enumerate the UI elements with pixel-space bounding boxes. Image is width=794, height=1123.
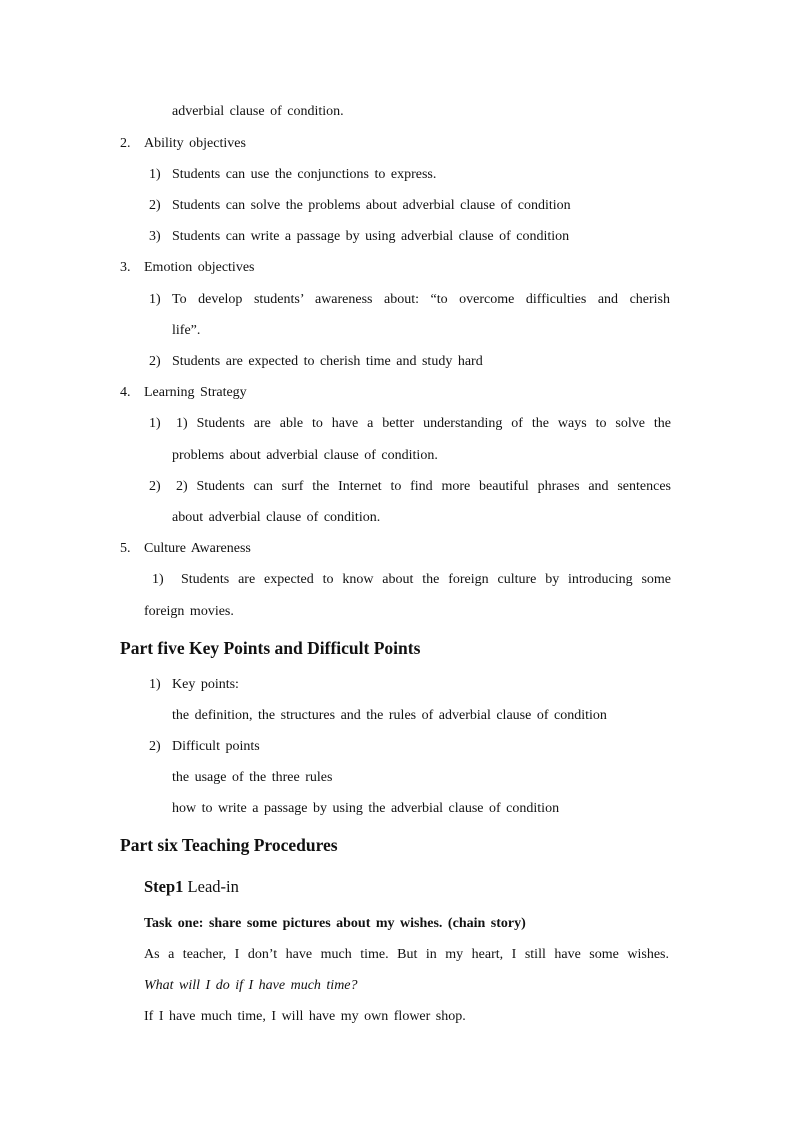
item-number: 1): [149, 677, 161, 692]
question: What will I do if I have much time?: [144, 978, 358, 993]
list-item-line: problems about adverbial clause of condition.: [172, 448, 438, 463]
list-item-line: 2) Students can surf the Internet to find more beautiful phrases and sentences: [176, 479, 671, 494]
section-title: Culture Awareness: [144, 541, 251, 556]
section-number: 3.: [120, 260, 131, 275]
item-number: 1): [149, 416, 161, 431]
list-item: Students can use the conjunctions to express.: [172, 167, 437, 182]
section-title: Learning Strategy: [144, 385, 247, 400]
item-number: 2): [149, 198, 161, 213]
section-title: Emotion objectives: [144, 260, 255, 275]
answer: If I have much time, I will have my own flower shop.: [144, 1009, 466, 1024]
intro-continuation: adverbial clause of condition.: [172, 104, 344, 119]
list-item: Students can solve the problems about adverbial clause of condition: [172, 198, 571, 213]
list-item-line: foreign movies.: [144, 604, 234, 619]
step-title: Lead-in: [187, 877, 239, 896]
difficult-points-detail: the usage of the three rules: [172, 770, 333, 785]
difficult-points-label: Difficult points: [172, 739, 260, 754]
part-five-heading: Part five Key Points and Difficult Points: [120, 638, 421, 658]
key-points-detail: the definition, the structures and the rules of adverbial clause of condition: [172, 708, 607, 723]
list-item: Students are expected to cherish time and study hard: [172, 354, 483, 369]
paragraph: As a teacher, I don’t have much time. But in my heart, I still have some wishes.: [144, 947, 669, 962]
list-item: Students can write a passage by using adverbial clause of condition: [172, 229, 570, 244]
step-heading: [144, 876, 239, 898]
list-item-line: 1) Students are able to have a better understanding of the ways to solve the: [176, 416, 671, 431]
list-item-line: life”.: [172, 323, 201, 338]
item-number: 1): [152, 572, 164, 587]
item-number: 1): [149, 167, 161, 182]
item-number: 2): [149, 479, 161, 494]
item-number: 1): [149, 292, 161, 307]
step-label: Step1: [144, 877, 184, 896]
item-number: 3): [149, 229, 161, 244]
item-number: 2): [149, 354, 161, 369]
list-item-line: To develop students’ awareness about: “to overcome difficulties and cherish: [172, 292, 670, 307]
part-six-heading: Part six Teaching Procedures: [120, 835, 338, 855]
difficult-points-detail: how to write a passage by using the adverbial clause of condition: [172, 801, 560, 816]
list-item-line: Students are expected to know about the foreign culture by introducing some: [181, 572, 671, 587]
section-number: 4.: [120, 385, 131, 400]
section-number: 5.: [120, 541, 131, 556]
key-points-label: Key points:: [172, 677, 239, 692]
item-number: 2): [149, 739, 161, 754]
task-title: Task one: share some pictures about my wishes. (chain story): [144, 916, 526, 931]
section-number: 2.: [120, 136, 131, 151]
section-title: Ability objectives: [144, 136, 246, 151]
list-item-line: about adverbial clause of condition.: [172, 510, 381, 525]
